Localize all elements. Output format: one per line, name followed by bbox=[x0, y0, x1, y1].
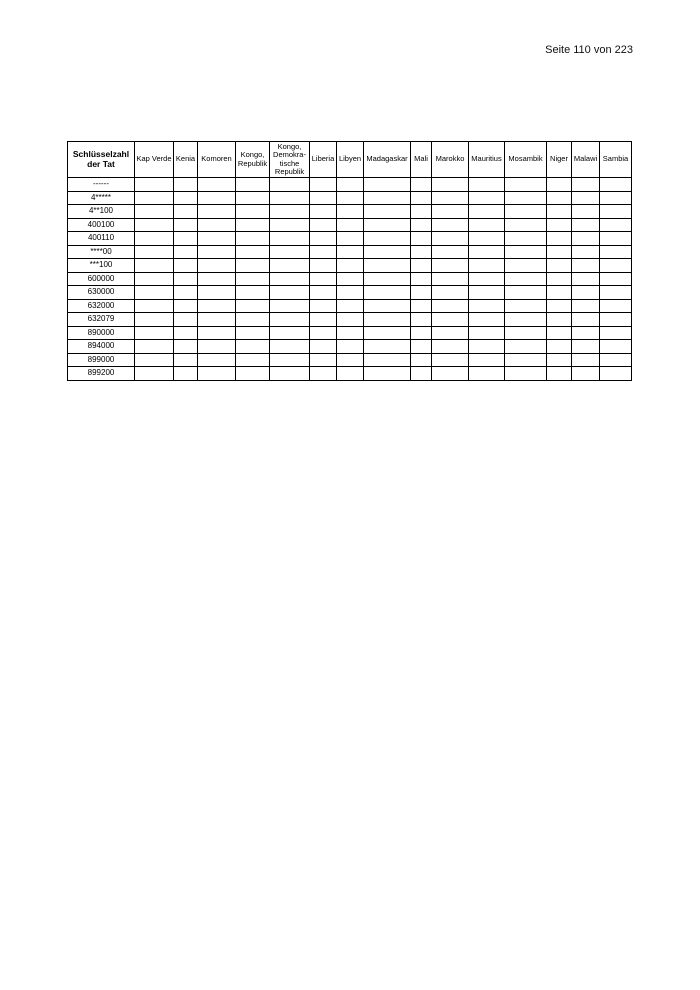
key-cell: 899200 bbox=[68, 367, 135, 381]
table-row bbox=[68, 286, 632, 300]
empty-cell bbox=[337, 259, 364, 273]
empty-cell bbox=[310, 178, 337, 192]
empty-cell bbox=[505, 259, 547, 273]
empty-cell bbox=[310, 218, 337, 232]
offense-key-table bbox=[67, 141, 632, 381]
table-row bbox=[68, 232, 632, 246]
empty-cell bbox=[135, 326, 174, 340]
empty-cell bbox=[198, 232, 236, 246]
empty-cell bbox=[337, 178, 364, 192]
empty-cell bbox=[600, 299, 632, 313]
empty-cell bbox=[174, 326, 198, 340]
empty-cell bbox=[411, 178, 432, 192]
empty-cell bbox=[174, 353, 198, 367]
empty-cell bbox=[411, 326, 432, 340]
empty-cell bbox=[270, 205, 310, 219]
empty-cell bbox=[432, 299, 469, 313]
empty-cell bbox=[364, 245, 411, 259]
empty-cell bbox=[270, 299, 310, 313]
empty-cell bbox=[572, 299, 600, 313]
empty-cell bbox=[337, 353, 364, 367]
empty-cell bbox=[198, 367, 236, 381]
empty-cell bbox=[198, 178, 236, 192]
empty-cell bbox=[236, 232, 270, 246]
empty-cell bbox=[432, 245, 469, 259]
table-row bbox=[68, 326, 632, 340]
empty-cell bbox=[236, 299, 270, 313]
key-cell: ------ bbox=[68, 178, 135, 192]
empty-cell bbox=[547, 218, 572, 232]
empty-cell bbox=[411, 191, 432, 205]
empty-cell bbox=[270, 218, 310, 232]
empty-cell bbox=[174, 340, 198, 354]
empty-cell bbox=[270, 191, 310, 205]
empty-cell bbox=[337, 313, 364, 327]
empty-cell bbox=[572, 340, 600, 354]
table-body bbox=[68, 178, 632, 381]
empty-cell bbox=[572, 313, 600, 327]
empty-cell bbox=[547, 259, 572, 273]
empty-cell bbox=[135, 218, 174, 232]
empty-cell bbox=[600, 259, 632, 273]
empty-cell bbox=[469, 205, 505, 219]
empty-cell bbox=[469, 191, 505, 205]
empty-cell bbox=[505, 191, 547, 205]
table-row bbox=[68, 178, 632, 192]
empty-cell bbox=[600, 313, 632, 327]
empty-cell bbox=[572, 232, 600, 246]
empty-cell bbox=[600, 245, 632, 259]
empty-cell bbox=[432, 178, 469, 192]
empty-cell bbox=[135, 232, 174, 246]
empty-cell bbox=[469, 259, 505, 273]
empty-cell bbox=[411, 367, 432, 381]
empty-cell bbox=[310, 299, 337, 313]
empty-cell bbox=[236, 178, 270, 192]
table-row bbox=[68, 191, 632, 205]
empty-cell bbox=[600, 205, 632, 219]
empty-cell bbox=[198, 259, 236, 273]
empty-cell bbox=[600, 178, 632, 192]
empty-cell bbox=[364, 259, 411, 273]
empty-cell bbox=[600, 286, 632, 300]
empty-cell bbox=[236, 205, 270, 219]
column-header-liberia: Liberia bbox=[310, 142, 337, 178]
column-header-mali: Mali bbox=[411, 142, 432, 178]
empty-cell bbox=[135, 205, 174, 219]
empty-cell bbox=[547, 191, 572, 205]
empty-cell bbox=[411, 205, 432, 219]
empty-cell bbox=[572, 326, 600, 340]
empty-cell bbox=[572, 191, 600, 205]
empty-cell bbox=[198, 286, 236, 300]
empty-cell bbox=[572, 286, 600, 300]
empty-cell bbox=[600, 272, 632, 286]
empty-cell bbox=[469, 286, 505, 300]
empty-cell bbox=[547, 232, 572, 246]
empty-cell bbox=[310, 272, 337, 286]
empty-cell bbox=[547, 178, 572, 192]
empty-cell bbox=[270, 313, 310, 327]
empty-cell bbox=[310, 191, 337, 205]
key-cell: 400100 bbox=[68, 218, 135, 232]
empty-cell bbox=[198, 218, 236, 232]
empty-cell bbox=[310, 205, 337, 219]
empty-cell bbox=[337, 218, 364, 232]
empty-cell bbox=[337, 232, 364, 246]
empty-cell bbox=[469, 272, 505, 286]
empty-cell bbox=[572, 353, 600, 367]
empty-cell bbox=[270, 353, 310, 367]
empty-cell bbox=[600, 191, 632, 205]
empty-cell bbox=[337, 286, 364, 300]
empty-cell bbox=[432, 272, 469, 286]
column-header-libyen: Libyen bbox=[337, 142, 364, 178]
empty-cell bbox=[174, 232, 198, 246]
empty-cell bbox=[270, 340, 310, 354]
empty-cell bbox=[364, 191, 411, 205]
key-cell: ****00 bbox=[68, 245, 135, 259]
empty-cell bbox=[547, 313, 572, 327]
empty-cell bbox=[469, 313, 505, 327]
empty-cell bbox=[432, 313, 469, 327]
key-cell: 632000 bbox=[68, 299, 135, 313]
column-header-kenia: Kenia bbox=[174, 142, 198, 178]
empty-cell bbox=[364, 205, 411, 219]
empty-cell bbox=[236, 218, 270, 232]
table-row bbox=[68, 340, 632, 354]
empty-cell bbox=[364, 286, 411, 300]
empty-cell bbox=[236, 259, 270, 273]
empty-cell bbox=[337, 340, 364, 354]
empty-cell bbox=[337, 272, 364, 286]
empty-cell bbox=[135, 259, 174, 273]
empty-cell bbox=[411, 218, 432, 232]
empty-cell bbox=[600, 367, 632, 381]
empty-cell bbox=[364, 218, 411, 232]
empty-cell bbox=[505, 286, 547, 300]
empty-cell bbox=[174, 245, 198, 259]
empty-cell bbox=[469, 218, 505, 232]
empty-cell bbox=[236, 326, 270, 340]
empty-cell bbox=[236, 353, 270, 367]
empty-cell bbox=[135, 272, 174, 286]
column-header-marokko: Marokko bbox=[432, 142, 469, 178]
empty-cell bbox=[270, 178, 310, 192]
empty-cell bbox=[505, 232, 547, 246]
empty-cell bbox=[364, 367, 411, 381]
empty-cell bbox=[236, 313, 270, 327]
empty-cell bbox=[135, 191, 174, 205]
table-header-row bbox=[68, 142, 632, 178]
empty-cell bbox=[337, 191, 364, 205]
empty-cell bbox=[310, 340, 337, 354]
key-cell: 890000 bbox=[68, 326, 135, 340]
empty-cell bbox=[505, 313, 547, 327]
empty-cell bbox=[270, 326, 310, 340]
empty-cell bbox=[198, 340, 236, 354]
empty-cell bbox=[135, 178, 174, 192]
empty-cell bbox=[198, 299, 236, 313]
key-cell: 600000 bbox=[68, 272, 135, 286]
empty-cell bbox=[174, 367, 198, 381]
key-cell: 894000 bbox=[68, 340, 135, 354]
empty-cell bbox=[432, 340, 469, 354]
empty-cell bbox=[310, 245, 337, 259]
column-header-madagaskar: Madagaskar bbox=[364, 142, 411, 178]
empty-cell bbox=[174, 272, 198, 286]
table-row bbox=[68, 259, 632, 273]
key-cell: 632079 bbox=[68, 313, 135, 327]
key-cell: 400110 bbox=[68, 232, 135, 246]
empty-cell bbox=[135, 340, 174, 354]
empty-cell bbox=[411, 313, 432, 327]
empty-cell bbox=[469, 353, 505, 367]
empty-cell bbox=[364, 299, 411, 313]
empty-cell bbox=[174, 313, 198, 327]
empty-cell bbox=[270, 286, 310, 300]
empty-cell bbox=[572, 218, 600, 232]
empty-cell bbox=[572, 205, 600, 219]
empty-cell bbox=[432, 326, 469, 340]
key-column-header: Schlüsselzahl der Tat bbox=[68, 142, 135, 178]
empty-cell bbox=[337, 367, 364, 381]
empty-cell bbox=[572, 259, 600, 273]
empty-cell bbox=[411, 259, 432, 273]
empty-cell bbox=[505, 326, 547, 340]
empty-cell bbox=[547, 353, 572, 367]
empty-cell bbox=[364, 353, 411, 367]
empty-cell bbox=[600, 218, 632, 232]
empty-cell bbox=[547, 286, 572, 300]
key-cell: 4***** bbox=[68, 191, 135, 205]
empty-cell bbox=[469, 245, 505, 259]
empty-cell bbox=[174, 259, 198, 273]
empty-cell bbox=[135, 245, 174, 259]
column-header-kongo-republik: Kongo, Republik bbox=[236, 142, 270, 178]
empty-cell bbox=[174, 178, 198, 192]
empty-cell bbox=[469, 232, 505, 246]
empty-cell bbox=[310, 259, 337, 273]
empty-cell bbox=[174, 218, 198, 232]
empty-cell bbox=[364, 232, 411, 246]
empty-cell bbox=[432, 353, 469, 367]
table-row bbox=[68, 313, 632, 327]
table-row bbox=[68, 367, 632, 381]
empty-cell bbox=[198, 272, 236, 286]
empty-cell bbox=[600, 353, 632, 367]
empty-cell bbox=[505, 353, 547, 367]
empty-cell bbox=[469, 299, 505, 313]
column-header-mauritius: Mauritius bbox=[469, 142, 505, 178]
empty-cell bbox=[135, 313, 174, 327]
empty-cell bbox=[310, 367, 337, 381]
key-cell: ***100 bbox=[68, 259, 135, 273]
empty-cell bbox=[364, 326, 411, 340]
empty-cell bbox=[236, 272, 270, 286]
empty-cell bbox=[469, 340, 505, 354]
empty-cell bbox=[547, 340, 572, 354]
key-cell: 4**100 bbox=[68, 205, 135, 219]
empty-cell bbox=[411, 286, 432, 300]
empty-cell bbox=[135, 286, 174, 300]
empty-cell bbox=[432, 286, 469, 300]
empty-cell bbox=[135, 353, 174, 367]
table-row bbox=[68, 272, 632, 286]
empty-cell bbox=[547, 245, 572, 259]
empty-cell bbox=[198, 326, 236, 340]
empty-cell bbox=[236, 367, 270, 381]
empty-cell bbox=[547, 299, 572, 313]
empty-cell bbox=[469, 326, 505, 340]
empty-cell bbox=[469, 178, 505, 192]
empty-cell bbox=[432, 218, 469, 232]
empty-cell bbox=[310, 286, 337, 300]
empty-cell bbox=[270, 272, 310, 286]
empty-cell bbox=[505, 340, 547, 354]
empty-cell bbox=[236, 245, 270, 259]
column-header-niger: Niger bbox=[547, 142, 572, 178]
empty-cell bbox=[310, 232, 337, 246]
table-row bbox=[68, 205, 632, 219]
empty-cell bbox=[174, 205, 198, 219]
empty-cell bbox=[174, 286, 198, 300]
empty-cell bbox=[198, 191, 236, 205]
empty-cell bbox=[572, 367, 600, 381]
empty-cell bbox=[364, 178, 411, 192]
empty-cell bbox=[198, 205, 236, 219]
empty-cell bbox=[270, 259, 310, 273]
empty-cell bbox=[135, 299, 174, 313]
empty-cell bbox=[364, 313, 411, 327]
empty-cell bbox=[432, 259, 469, 273]
key-cell: 630000 bbox=[68, 286, 135, 300]
column-header-sambia: Sambia bbox=[600, 142, 632, 178]
empty-cell bbox=[432, 191, 469, 205]
empty-cell bbox=[198, 245, 236, 259]
empty-cell bbox=[364, 340, 411, 354]
empty-cell bbox=[547, 367, 572, 381]
empty-cell bbox=[337, 299, 364, 313]
empty-cell bbox=[337, 205, 364, 219]
empty-cell bbox=[310, 353, 337, 367]
empty-cell bbox=[236, 191, 270, 205]
empty-cell bbox=[600, 326, 632, 340]
empty-cell bbox=[236, 340, 270, 354]
empty-cell bbox=[198, 353, 236, 367]
empty-cell bbox=[411, 232, 432, 246]
empty-cell bbox=[174, 191, 198, 205]
empty-cell bbox=[547, 205, 572, 219]
empty-cell bbox=[198, 313, 236, 327]
empty-cell bbox=[469, 367, 505, 381]
empty-cell bbox=[505, 272, 547, 286]
empty-cell bbox=[432, 205, 469, 219]
empty-cell bbox=[547, 326, 572, 340]
column-header-kap-verde: Kap Verde bbox=[135, 142, 174, 178]
empty-cell bbox=[236, 286, 270, 300]
empty-cell bbox=[310, 326, 337, 340]
empty-cell bbox=[600, 232, 632, 246]
table-row bbox=[68, 218, 632, 232]
column-header-komoren: Komoren bbox=[198, 142, 236, 178]
empty-cell bbox=[572, 178, 600, 192]
empty-cell bbox=[505, 367, 547, 381]
empty-cell bbox=[337, 326, 364, 340]
empty-cell bbox=[505, 299, 547, 313]
empty-cell bbox=[505, 245, 547, 259]
empty-cell bbox=[411, 272, 432, 286]
empty-cell bbox=[505, 178, 547, 192]
empty-cell bbox=[547, 272, 572, 286]
empty-cell bbox=[572, 245, 600, 259]
empty-cell bbox=[270, 232, 310, 246]
empty-cell bbox=[505, 205, 547, 219]
empty-cell bbox=[600, 340, 632, 354]
empty-cell bbox=[135, 367, 174, 381]
column-header-malawi: Malawi bbox=[572, 142, 600, 178]
empty-cell bbox=[432, 232, 469, 246]
table-row bbox=[68, 353, 632, 367]
empty-cell bbox=[411, 299, 432, 313]
key-cell: 899000 bbox=[68, 353, 135, 367]
column-header-kongo-demokratische-republik: Kongo, Demokra-tische Republik bbox=[270, 142, 310, 178]
empty-cell bbox=[270, 367, 310, 381]
empty-cell bbox=[174, 299, 198, 313]
empty-cell bbox=[364, 272, 411, 286]
empty-cell bbox=[270, 245, 310, 259]
empty-cell bbox=[310, 313, 337, 327]
empty-cell bbox=[411, 245, 432, 259]
page-number: Seite 110 von 223 bbox=[545, 44, 633, 56]
empty-cell bbox=[337, 245, 364, 259]
table-row bbox=[68, 245, 632, 259]
empty-cell bbox=[505, 218, 547, 232]
column-header-mosambik: Mosambik bbox=[505, 142, 547, 178]
empty-cell bbox=[432, 367, 469, 381]
empty-cell bbox=[411, 353, 432, 367]
empty-cell bbox=[411, 340, 432, 354]
empty-cell bbox=[572, 272, 600, 286]
table-row bbox=[68, 299, 632, 313]
